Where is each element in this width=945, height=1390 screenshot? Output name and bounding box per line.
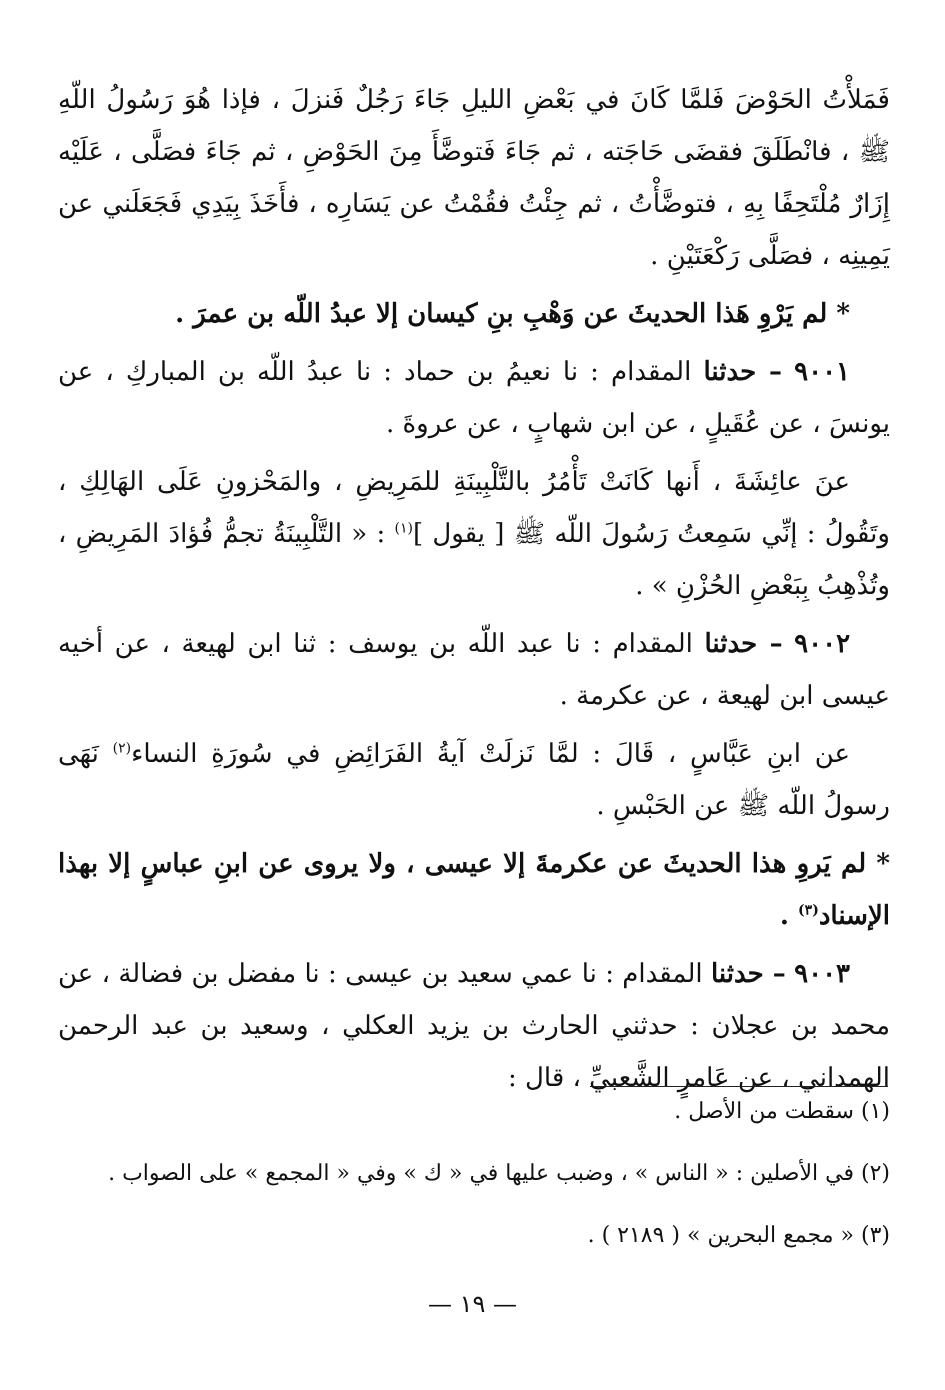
footnote-number: (١)	[860, 1099, 890, 1124]
footnote-3	[58, 1220, 890, 1252]
isnad-text: المقدام : نا نعيمُ بن حماد : نا عبدُ اللّه بن المباركِ ، عن يونسَ ، عن عُقَيلٍ ، عن ابن شهابٍ ، عن عروةَ .	[58, 357, 890, 439]
footnote-1	[58, 1096, 890, 1128]
hadith-9001-isnad	[58, 346, 890, 450]
matn-text: عن ابنِ عَبَّاسٍ ، قَالَ : لمَّا نَزلَتْ آيةُ الفَرَائِضِ في سُورَةِ النساء	[131, 739, 851, 769]
footnotes	[58, 1096, 890, 1282]
isnad-text: المقدام : نا عبد اللّه بن يوسف : ثنا ابن لهيعة ، عن أخيه عيسى ابن لهيعة ، عن عكرمة .	[58, 629, 890, 711]
hadith-label: – حدثنا	[704, 629, 783, 659]
matn-text-tail: نَهَى رسولُ اللّه ﷺ عن الحَبْسِ .	[58, 739, 890, 821]
hadith-number: ٩٠٠٢	[794, 629, 851, 659]
matn-text-tail: : « التَّلْبِينَةُ تجمُّ فُؤادَ المَرِيضِ ، وتُذْهِبُ بِبَعْضِ الحُزْنِ » .	[58, 519, 890, 601]
matn-text: عنَ عائِشَةَ ، أَنها كَانَتْ تَأْمُرُ بالتَّلْبِينَةِ للمَرِيضِ ، والمَحْزونِ عَلَى الهَالِكِ ، وتَقُولُ : إنِّي سَمِعتُ رَسُولَ اللّه ﷺ [ يقول ]	[58, 467, 890, 549]
isnad-text: المقدام : نا عمي سعيد بن عيسى : نا مفضل بن فضالة ، عن محمد بن عجلان : حدثني الحارث بن يزيد العكلي ، وسعيد بن عبد الرحمن الهمداني ، عن عَامرٍ الشَّعبيِّ ، قال :	[58, 959, 890, 1093]
footnote-text: في الأصلين : « الناس » ، وضبب عليها في « ك » وفي « المجمع » على الصواب .	[108, 1161, 854, 1186]
footnote-ref-1: (١)	[394, 520, 413, 537]
hadith-9003-isnad	[58, 948, 890, 1104]
page-number: — ١٩ —	[427, 1290, 518, 1318]
footnote-text: سقطت من الأصل .	[674, 1099, 854, 1124]
hadith-9001-matn	[58, 456, 890, 612]
hadith-number: ٩٠٠١	[794, 357, 851, 387]
footnote-text: « مجمع البحرين » ( ٢١٨٩ ) .	[587, 1223, 854, 1248]
hadith-number: ٩٠٠٣	[794, 959, 851, 989]
footnote-ref-3: (٣)	[798, 902, 819, 919]
hadith-label: – حدثنا	[703, 357, 783, 387]
main-text	[58, 74, 890, 1104]
commentary-text: * لم يَروِ هذا الحديثَ عن عكرمةَ إلا عيسى ، ولا يروى عن ابنِ عباسٍ إلا بهذا الإسناد	[58, 849, 890, 931]
footnote-2	[58, 1158, 890, 1190]
hadith-9002-isnad	[58, 618, 890, 722]
footnote-ref-2: (٢)	[112, 740, 132, 757]
commentary-tail: .	[779, 901, 799, 931]
hadith-9002-matn	[58, 728, 890, 832]
commentary-note: * لم يَرْوِ هَذا الحديثَ عن وَهْبِ بنِ كيسان إلا عبدُ اللّه بن عمرَ .	[175, 299, 850, 329]
footnote-divider	[590, 1086, 888, 1087]
footnote-number: (٢)	[860, 1161, 890, 1186]
hadith-label: – حدثنا	[710, 959, 786, 989]
hadith-text-continuation: فَمَلأْتُ الحَوْضَ فَلمَّا كَانَ في بَعْضِ الليلِ جَاءَ رَجُلٌ فَنزلَ ، فإذا هُوَ رَسُولُ اللّهِ ﷺ ، فانْطَلَقَ فقضَى حَاجَته ، ثم جَاءَ فَتوضَّأَ مِنَ الحَوْضِ ، ثم جَاءَ فصَلَّى ، عَلَيْه إِزَارٌ مُلْتَحِفًا بِهِ ، فتوضَّأْتُ ، ثم جِئْتُ فقُمْتُ عن يَسَارِه ، فأَخَذَ بِيَدِي فَجَعَلَني عن يَمِينِه ، فصَلَّى رَكْعَتَيْنِ .	[58, 85, 890, 271]
footnote-number: (٣)	[860, 1223, 890, 1248]
commentary-note	[58, 838, 890, 942]
